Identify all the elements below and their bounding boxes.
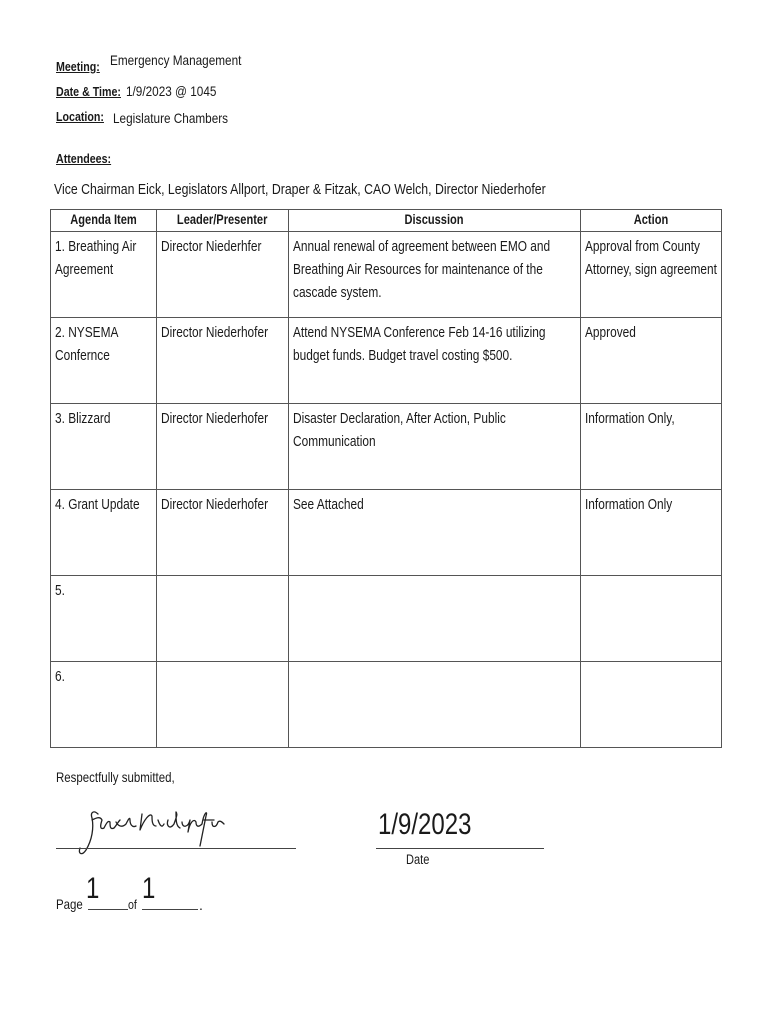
leader-cell bbox=[157, 576, 289, 662]
discussion-text: Disaster Declaration, After Action, Public Communication bbox=[293, 411, 506, 450]
agenda-item-cell bbox=[51, 404, 157, 490]
leader-cell bbox=[157, 404, 289, 490]
discussion-cell bbox=[289, 404, 581, 490]
column-header-action bbox=[581, 210, 722, 232]
action-cell bbox=[581, 404, 722, 490]
agenda-item-text: 4. Grant Update bbox=[55, 497, 140, 513]
page-total: 1 bbox=[142, 872, 156, 905]
location-value: Legislature Chambers bbox=[112, 110, 229, 126]
action-cell bbox=[581, 232, 722, 318]
agenda-item-cell bbox=[51, 490, 157, 576]
table-header-row bbox=[51, 210, 722, 232]
action-cell bbox=[581, 318, 722, 404]
agenda-item-text: 2. NYSEMA Confernce bbox=[55, 325, 118, 364]
date-line bbox=[56, 83, 233, 101]
date-value: 1/9/2023 @ 1045 bbox=[125, 83, 217, 99]
table-row bbox=[51, 232, 722, 318]
leader-cell bbox=[157, 232, 289, 318]
discussion-text: Annual renewal of agreement between EMO and Breathing Air Resources for maintenance of the cascade system. bbox=[293, 239, 551, 301]
leader-text: Director Niederhofer bbox=[161, 497, 269, 513]
agenda-item-text: 5. bbox=[55, 583, 65, 599]
action-text: Information Only bbox=[585, 497, 673, 513]
page-total-blank bbox=[142, 909, 198, 910]
leader-text: Director Niederhofer bbox=[161, 325, 269, 341]
location-label: Location: bbox=[56, 109, 104, 124]
action-cell bbox=[581, 662, 722, 748]
attendees-label bbox=[56, 150, 123, 168]
meeting-line bbox=[56, 52, 266, 76]
leader-text: Director Niederhfer bbox=[161, 239, 262, 255]
column-header-leader bbox=[157, 210, 289, 232]
table-row bbox=[51, 662, 722, 748]
table-row bbox=[51, 576, 722, 662]
date-line bbox=[376, 848, 544, 849]
meeting-value: Emergency Management bbox=[109, 52, 242, 68]
discussion-cell bbox=[289, 318, 581, 404]
page-word: Page bbox=[56, 896, 83, 912]
respectfully-submitted: Respectfully submitted, bbox=[56, 769, 175, 785]
action-cell bbox=[581, 490, 722, 576]
action-cell bbox=[581, 576, 722, 662]
signature-line bbox=[56, 848, 296, 849]
page-number-blank bbox=[88, 909, 128, 910]
location-line bbox=[56, 108, 250, 126]
handwritten-signature bbox=[76, 806, 226, 862]
page-count bbox=[56, 872, 256, 916]
discussion-text: Attend NYSEMA Conference Feb 14-16 utilizing budget funds. Budget travel costing $500. bbox=[293, 325, 546, 364]
agenda-item-cell bbox=[51, 232, 157, 318]
period: . bbox=[199, 897, 203, 913]
column-header-agenda-item bbox=[51, 210, 157, 232]
column-header-label: Leader/Presenter bbox=[177, 212, 268, 227]
leader-cell bbox=[157, 662, 289, 748]
discussion-cell bbox=[289, 232, 581, 318]
discussion-cell bbox=[289, 576, 581, 662]
signed-date: 1/9/2023 bbox=[378, 808, 472, 841]
leader-cell bbox=[157, 318, 289, 404]
agenda-item-cell bbox=[51, 318, 157, 404]
agenda-item-text: 3. Blizzard bbox=[55, 411, 111, 427]
column-header-label: Discussion bbox=[404, 212, 465, 227]
discussion-text: See Attached bbox=[293, 497, 364, 513]
date-caption: Date bbox=[406, 852, 430, 867]
agenda-table bbox=[50, 209, 722, 748]
of-word: of bbox=[128, 897, 137, 912]
table-row bbox=[51, 318, 722, 404]
attendees-label-text: Attendees: bbox=[56, 151, 112, 166]
action-text: Approved bbox=[585, 325, 636, 341]
agenda-item-text: 6. bbox=[55, 669, 65, 685]
leader-text: Director Niederhofer bbox=[161, 411, 269, 427]
agenda-item-text: 1. Breathing Air Agreement bbox=[55, 239, 137, 278]
agenda-item-cell bbox=[51, 576, 157, 662]
discussion-cell bbox=[289, 490, 581, 576]
action-text: Approval from County Attorney, sign agreement bbox=[585, 239, 717, 278]
action-text: Information Only, bbox=[585, 411, 675, 427]
column-header-label: Agenda Item bbox=[70, 212, 137, 227]
date-label: Date & Time: bbox=[56, 84, 121, 99]
page-number: 1 bbox=[86, 872, 100, 905]
column-header-discussion bbox=[289, 210, 581, 232]
discussion-cell bbox=[289, 662, 581, 748]
agenda-item-cell bbox=[51, 662, 157, 748]
table-row bbox=[51, 404, 722, 490]
leader-cell bbox=[157, 490, 289, 576]
meeting-label: Meeting: bbox=[56, 59, 100, 74]
column-header-label: Action bbox=[633, 212, 669, 227]
attendees-list: Vice Chairman Eick, Legislators Allport, Draper & Fitzak, CAO Welch, Director Niederhofer bbox=[54, 181, 546, 198]
table-row bbox=[51, 490, 722, 576]
